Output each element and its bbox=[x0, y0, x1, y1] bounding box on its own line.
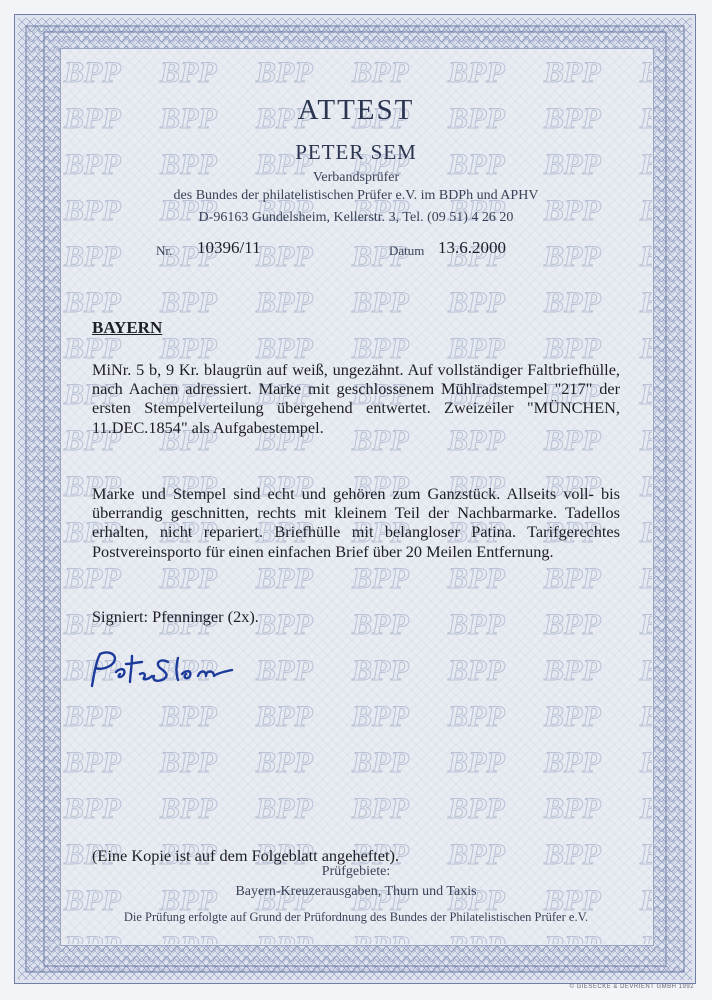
assessment-paragraph: Marke und Stempel sind echt und gehören zum Ganzstück. Allseits voll- bis überrandig geschnitten, rechts mit kleinem Teil der Nachbarmarke. Tadellos erhalten, nicht repariert. Briefhülle mit belangloser Patina. Tarifgerechtes Postvereinsporto für einen einfachen Brief über 20 Meilen Entfernung. bbox=[92, 484, 620, 561]
address-line: D-96163 Gundelsheim, Kellerstr. 3, Tel. (09 51) 4 26 20 bbox=[198, 210, 514, 225]
examination-areas: Bayern-Kreuzerausgaben, Thurn und Taxis bbox=[235, 884, 477, 899]
certificate-title: ATTEST bbox=[297, 94, 415, 126]
association-line: des Bundes der philatelistischen Prüfer e.V. im BDPh und APHV bbox=[173, 188, 539, 203]
certificate-date: 13.6.2000 bbox=[438, 238, 506, 257]
printer-stamp: © GIESECKE & DEVRIENT GMBH 1992 bbox=[569, 984, 694, 990]
number-label: Nr. bbox=[156, 243, 173, 258]
signed-note: Signiert: Pfenninger (2x). bbox=[92, 607, 259, 626]
certificate-number: 10396/11 bbox=[197, 238, 261, 257]
examiner-signature bbox=[82, 646, 282, 696]
rules-note: Die Prüfung erfolgte auf Grund der Prüfordnung des Bundes der Philatelistischen Prüfer e.V. bbox=[123, 910, 589, 924]
date-label: Datum bbox=[389, 243, 425, 258]
examiner-role: Verbandsprüfer bbox=[312, 170, 400, 185]
copy-note: (Eine Kopie ist auf dem Folgeblatt angeheftet). bbox=[92, 846, 399, 865]
examiner-name: PETER SEM bbox=[295, 140, 417, 164]
description-paragraph: MiNr. 5 b, 9 Kr. blaugrün auf weiß, ungezähnt. Auf vollständiger Faltbriefhülle, nach Aachen adressiert. Marke mit geschlossenem Mühlradstempel "217" der ersten Stempelverteilung übergehend entwertet. Zweizeiler "MÜNCHEN, 11.DEC.1854" als Aufgabestempel. bbox=[92, 360, 620, 437]
stamp-area-heading: BAYERN bbox=[92, 318, 163, 337]
areas-label: Prüfgebiete: bbox=[321, 864, 391, 879]
